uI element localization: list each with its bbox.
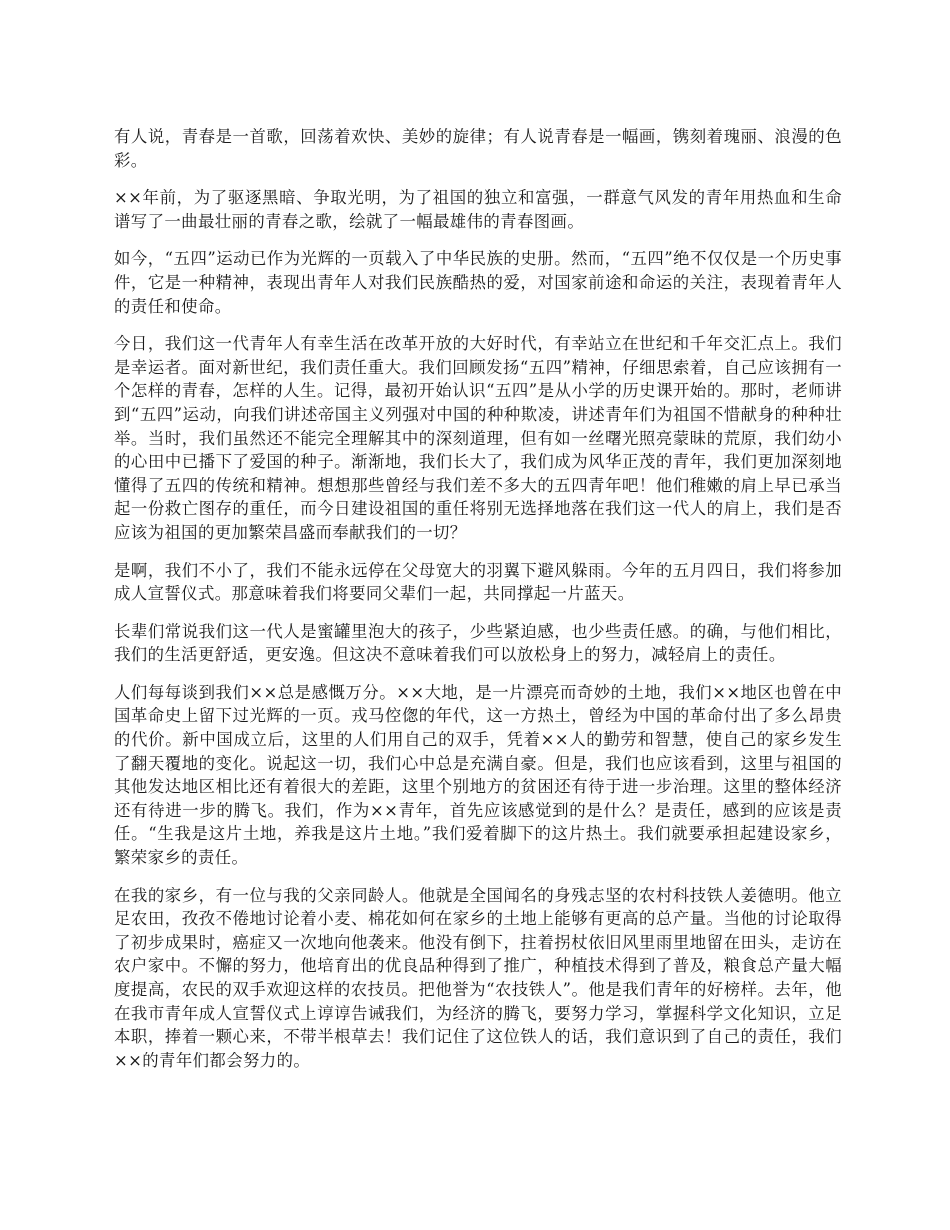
paragraph-5: 是啊，我们不小了，我们不能永远停在父母宽大的羽翼下避风躲雨。今年的五月四日，我们将参加成人宣誓仪式。那意味着我们将要同父辈们一起，共同撑起一片蓝天。 <box>114 560 842 604</box>
paragraph-1: 有人说，青春是一首歌，回荡着欢快、美妙的旋律；有人说青春是一幅画，镌刻着瑰丽、浪漫的色彩。 <box>114 127 842 170</box>
document-body <box>114 125 842 1086</box>
paragraph-2: ××年前，为了驱逐黑暗、争取光明，为了祖国的独立和富强，一群意气风发的青年用热血和生命谱写了一曲最壮丽的青春之歌，绘就了一幅最雄伟的青春图画。 <box>114 188 842 231</box>
paragraph-8: 在我的家乡，有一位与我的父亲同龄人。他就是全国闻名的身残志坚的农村科技铁人姜德明。他立足农田，孜孜不倦地讨论着小麦、棉花如何在家乡的土地上能够有更高的总产量。当他的讨论取得了初步成果时，癌症又一次地向他袭来。他没有倒下，拄着拐杖依旧风里雨里地留在田头，走访在农户家中。不懈的努力，他培育出的优良品种得到了推广，种植技术得到了普及，粮食总产量大幅度提高，农民的双手欢迎这样的农技员。把他誉为“农技铁人”。他是我们青年的好榜样。去年，他在我市青年成人宣誓仪式上谆谆告诫我们，为经济的腾飞，要努力学习，掌握科学文化知识，立足本职，捧着一颗心来，不带半根草去！我们记住了这位铁人的话，我们意识到了自己的责任，我们××的青年们都会努力的。 <box>114 885 842 1070</box>
paragraph-6: 长辈们常说我们这一代人是蜜罐里泡大的孩子，少些紧迫感，也少些责任感。的确，与他们相比，我们的生活更舒适，更安逸。但这决不意味着我们可以放松身上的努力，减轻肩上的责任。 <box>114 621 842 665</box>
paragraph-3: 如今，“五四”运动已作为光辉的一页载入了中华民族的史册。然而，“五四”绝不仅仅是一个历史事件，它是一种精神，表现出青年人对我们民族酷热的爱，对国家前途和命运的关注，表现着青年人的责任和使命。 <box>114 249 842 316</box>
paragraph-4: 今日，我们这一代青年人有幸生活在改革开放的大好时代，有幸站立在世纪和千年交汇点上。我们是幸运者。面对新世纪，我们责任重大。我们回顾发扬“五四”精神，仔细思索着，自己应该拥有一个怎样的青春，怎样的人生。记得，最初开始认识“五四”是从小学的历史课开始的。那时，老师讲到“五四”运动，向我们讲述帝国主义列强对中国的种种欺凌，讲述青年们为祖国不惜献身的种种壮举。当时，我们虽然还不能完全理解其中的深刻道理，但有如一丝曙光照亮蒙昧的荒原，我们幼小的心田中已播下了爱国的种子。渐渐地，我们长大了，我们成为风华正茂的青年，我们更加深刻地懂得了五四的传统和精神。想想那些曾经与我们差不多大的五四青年吧！他们稚嫩的肩上早已承当起一份救亡图存的重任，而今日建设祖国的重任将别无选择地落在我们这一代人的肩上，我们是否应该为祖国的更加繁荣昌盛而奉献我们的一切？ <box>114 334 842 542</box>
paragraph-7: 人们每每谈到我们××总是感慨万分。××大地，是一片漂亮而奇妙的土地，我们××地区也曾在中国革命史上留下过光辉的一页。戎马倥偬的年代，这一方热土，曾经为中国的革命付出了多么昂贵的代价。新中国成立后，这里的人们用自己的双手，凭着××人的勤劳和智慧，使自己的家乡发生了翻天覆地的变化。说起这一切，我们心中总是充满自豪。但是，我们也应该看到，这里与祖国的其他发达地区相比还有着很大的差距，这里个别地方的贫困还有待于进一步治理。这里的整体经济还有待进一步的腾飞。我们，作为××青年，首先应该感觉到的是什么？是责任，感到的应该是责任。“生我是这片土地，养我是这片土地。”我们爱着脚下的这片热土。我们就要承担起建设家乡，繁荣家乡的责任。 <box>114 682 842 868</box>
